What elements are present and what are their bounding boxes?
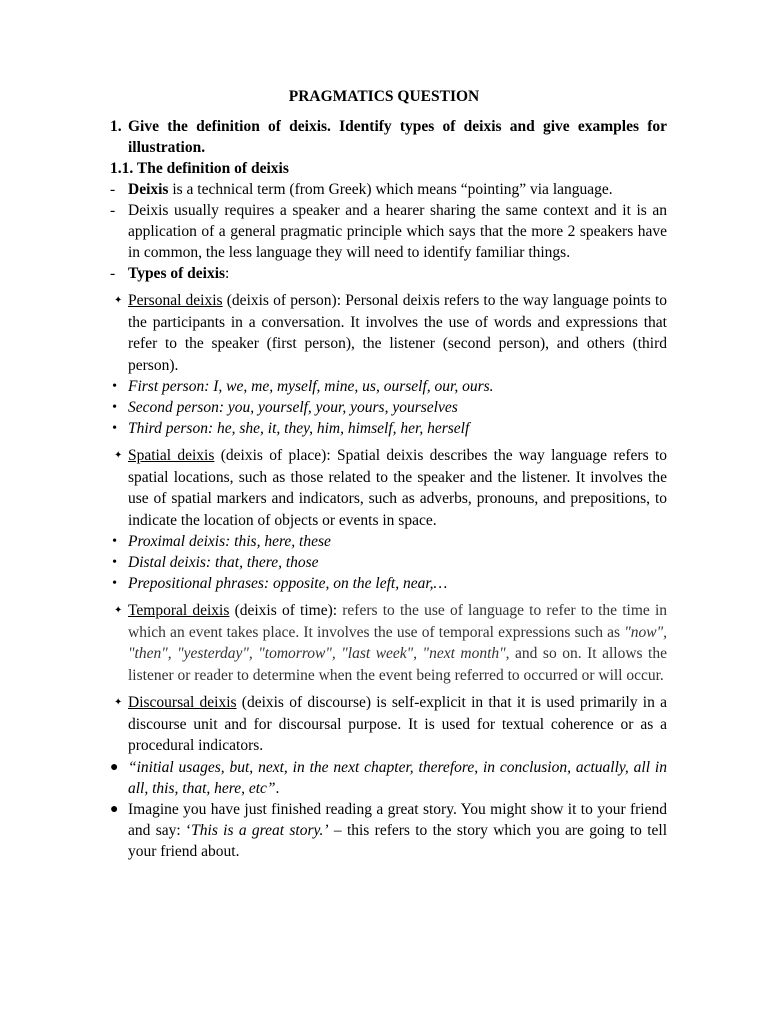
temporal-deixis-label-tail: (deixis of time): <box>229 602 343 619</box>
section-heading-text: The definition of deixis <box>136 160 289 177</box>
question-1 <box>110 116 667 158</box>
story-text-a: Imagine you have just finished reading a great story. You might show it to your friend and say: ‘ <box>128 800 667 839</box>
personal-example-2 <box>110 397 667 418</box>
discoursal-deixis-name: Discoursal deixis <box>128 694 237 711</box>
deixis-definition: is a technical term (from Greek) which means “pointing” via language. <box>168 181 613 198</box>
diamond-bullet-icon: ✦ <box>114 450 123 461</box>
bullet-icon: • <box>112 379 117 394</box>
discourse-story-example <box>110 799 667 862</box>
discoursal-deixis-item <box>110 692 667 757</box>
spatial-deixis-name: Spatial deixis <box>128 447 215 464</box>
document-body <box>110 116 667 862</box>
personal-deixis-item <box>110 290 667 376</box>
page-title: PRAGMATICS QUESTION <box>288 88 480 105</box>
spatial-deixis-item <box>110 445 667 531</box>
dash-marker: - <box>110 202 116 219</box>
personal-deixis-text: (deixis of person): Personal deixis refers to the way language points to the participants in a conversation. It involves the use of words and expressions that refer to the speaker (first person), the listener (second person), and others (third person). <box>128 292 668 374</box>
example-text: First person: I, we, me, myself, mine, us, ourself, our, ours. <box>128 378 494 395</box>
discourse-example-usages <box>110 757 667 799</box>
spatial-deixis-text: (deixis of place): Spatial deixis describes the way language refers to spatial locations, such as those related to the speaker and the listener. It involves the use of spatial markers and indicators, such as adverbs, pronouns, and prepositions, to indicate the location of objects or events in space. <box>128 447 668 529</box>
example-usages-end: . <box>275 779 280 797</box>
story-text-b: – this refers to the story which you are going to tell your friend about. <box>128 821 668 860</box>
dash-item-types <box>110 263 667 284</box>
spatial-example-1 <box>110 531 667 552</box>
question-text: Give the definition of deixis. Identify types of deixis and give examples for illustration. <box>128 118 667 156</box>
section-number: 1.1. <box>110 160 134 177</box>
personal-deixis-name: Personal deixis <box>128 292 223 309</box>
example-text: Second person: you, yourself, your, yours, yourselves <box>128 399 458 416</box>
dash-marker: - <box>110 181 116 198</box>
spatial-example-2 <box>110 552 667 573</box>
example-text: Proximal deixis: this, here, these <box>128 533 331 550</box>
dash-item-deixis <box>110 179 667 200</box>
bullet-icon: • <box>112 576 117 591</box>
dash-marker: - <box>110 265 116 282</box>
bullet-icon: • <box>112 400 117 415</box>
personal-example-3 <box>110 418 667 439</box>
example-text: Third person: he, she, it, they, him, himself, her, herself <box>128 420 470 437</box>
discoursal-deixis-text: (deixis of discourse) is self-explicit in that it is used primarily in a discourse unit and for discoursal purpose. It is used for textual coherence or as a procedural indicators. <box>128 694 667 754</box>
example-usages-text: “initial usages, but, next, in the next chapter, therefore, in conclusion, actually, all in all, this, that, here, etc” <box>128 758 667 797</box>
bullet-icon: • <box>112 555 117 570</box>
temporal-deixis-name: Temporal deixis <box>128 602 230 619</box>
temporal-deixis-text-a: refers to the use of language to refer to the time in which an event takes place. It involves the use of temporal expressions such as <box>128 602 668 641</box>
spatial-example-3 <box>110 573 667 594</box>
section-heading <box>110 158 667 179</box>
story-quote: This is a great story.’ <box>191 821 329 839</box>
bullet-icon: ● <box>110 759 119 775</box>
deixis-term: Deixis <box>128 181 169 198</box>
temporal-expressions: "now", "then", "yesterday", "tomorrow", "last week", "next month", <box>128 623 667 662</box>
types-colon: : <box>225 265 230 282</box>
temporal-deixis-text-b: and so on. It allows the listener or reader to determine when the event being referred to occurred or will occur. <box>128 645 667 684</box>
context-text: Deixis usually requires a speaker and a hearer sharing the same context and it is an application of a general pragmatic principle which says that the more 2 speakers have in common, the less language they will need to identify familiar things. <box>128 202 667 261</box>
diamond-bullet-icon: ✦ <box>114 697 123 708</box>
diamond-bullet-icon: ✦ <box>114 295 123 306</box>
example-text: Distal deixis: that, there, those <box>128 554 319 571</box>
types-label: Types of deixis <box>128 265 226 282</box>
diamond-bullet-icon: ✦ <box>114 605 123 616</box>
bullet-icon: • <box>112 534 117 549</box>
personal-example-1 <box>110 376 667 397</box>
example-text: Prepositional phrases: opposite, on the left, near,… <box>128 575 448 592</box>
bullet-icon: • <box>112 421 117 436</box>
bullet-icon: ● <box>110 801 119 817</box>
dash-item-context <box>110 200 667 263</box>
temporal-deixis-item <box>110 600 667 686</box>
question-number: 1. <box>110 118 122 135</box>
